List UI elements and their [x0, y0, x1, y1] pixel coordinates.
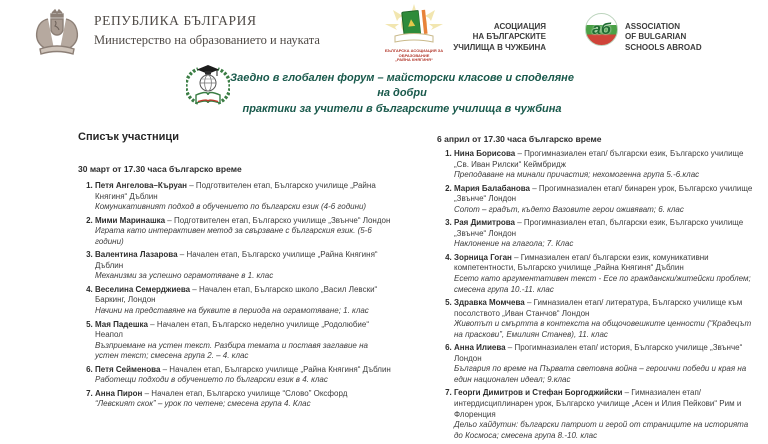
participant-item [95, 320, 391, 362]
association-bg-line1: АСОЦИАЦИЯ [493, 22, 546, 31]
participants-list-title: Списък участници [78, 131, 179, 143]
dublin-association-logo [379, 4, 449, 63]
participant-role: – Начален етап, Българско училище „Райна Княгиня“ Дъблин [160, 364, 391, 374]
participant-item [95, 181, 391, 213]
participant-topic: Животът и смъртта в контекста на общочовешките ценности (“Крадецът на праскови”, Емилиян Станев), 11. клас [454, 319, 752, 339]
participant-topic: Комуникативният подход в обучението по български език (4-6 години) [95, 202, 367, 212]
participants-column-march [78, 131, 391, 413]
participant-role: – Прогимназиален етап/ бинарен урок, Българско училище „Звънче“ Лондон [454, 183, 753, 204]
participant-role: – Подготвителен етап, Българско училище „Райна Княгиня“ Дъблин [95, 181, 376, 201]
participant-name: Нина Борисова [454, 149, 516, 158]
participant-name: Мая Падешка [95, 319, 148, 329]
participant-topic: Наклонение на глагола; 7. Клас [454, 239, 574, 249]
forum-title [226, 71, 578, 117]
participant-role: – Подготвителен етап, Българско училище „Звънче“ Лондон [165, 215, 391, 225]
participant-name: Веселина Семерджиева [95, 284, 191, 294]
participant-topic: Дельо хайдутин: български патриот и герой от страниците на историята до Космоса; смесена група 8.-10. клас [454, 420, 749, 440]
participant-item [454, 184, 757, 216]
participant-name: Георги Димитров и Стефан Боргоджийски [454, 388, 623, 398]
participant-list-march-30 [78, 181, 391, 410]
participant-role: – Начален етап, Българско училище „Райна Княгиня“ Дъблин [95, 250, 378, 270]
sun-book-icon [381, 4, 447, 44]
participant-name: Рая Димитрова [454, 218, 515, 228]
participant-topic: Възприемане на устен текст. Разбира темата и поставя заглавие на устен текст; смесена група 2. – 4. клас [95, 340, 368, 361]
participant-item [454, 388, 757, 441]
participant-role: – Гимназиален етап/ интердисциплинарен урок, Българско училище „Асен и Илия Пейкови“ Рим и Флоренция [454, 388, 742, 419]
participant-list-april-6 [437, 149, 757, 441]
participant-topic: Механизми за успешно ограмотяване в 1. клас [95, 271, 274, 281]
association-bg-line2: НА БЪЛГАРСКИТЕ [472, 32, 546, 42]
association-en-line1: ASSOCIATION [625, 22, 680, 31]
dublin-logo-caption-line1: БЪЛГАРСКА АСОЦИАЦИЯ ЗА ОБРАЗОВАНИЕ [384, 48, 444, 58]
participant-item [95, 285, 391, 317]
participant-name: Петя Сейменова [95, 364, 161, 374]
forum-title-line2: практики за учители в българските училища в чужбина [242, 102, 562, 115]
participant-item [454, 253, 757, 295]
association-en-line3: SCHOOLS ABROAD [625, 42, 702, 52]
participant-role: – Прогимназиален етап/ български език, Българско училище „Св. Иван Рилски“ Кеймбридж [454, 149, 744, 169]
participant-item [454, 218, 757, 250]
participant-name: Мария Балабанова [454, 183, 531, 193]
forum-wreath-logo-icon [186, 62, 230, 113]
association-bg-line3: УЧИЛИЩА В ЧУЖБИНА [453, 42, 546, 52]
participant-item [95, 389, 391, 410]
participant-item [454, 298, 757, 340]
participant-item [454, 343, 757, 385]
session-1-heading: 30 март от 17.30 часа българско време [78, 164, 242, 174]
participant-name: Петя Ангелова–Къруан [95, 181, 187, 190]
absa-logo-letters: аб [592, 20, 611, 38]
participant-topic: Работещи подходи в обучението по български език в 4. клас [95, 375, 328, 385]
participant-name: Анна Илиева [454, 343, 506, 353]
republic-title: РЕПУБЛИКА БЪЛГАРИЯ [94, 13, 257, 28]
participant-topic: България по време на Първата световна война – героични победи и края на един национален идеал; 9.клас [454, 364, 747, 384]
participant-name: Валентина Лазарова [95, 250, 178, 260]
participant-role: – Начален етап, Българско училище “Слово” Оксфорд [142, 388, 348, 398]
forum-title-line1: Заедно в глобален форум – майсторски класове и споделяне на добри [230, 72, 574, 100]
participants-column-april [437, 134, 757, 444]
participant-role: – Прогимназиален етап/ история, Българско училище „Звънче“ Лондон [454, 343, 743, 363]
participant-topic: Сопот – градът, където Вазовите герои оживяват; 6. клас [454, 204, 684, 214]
ministry-header [94, 13, 320, 48]
participant-item [95, 365, 391, 386]
participant-role: – Начален етап, Българско школо „Васил Левски“ Баркинг, Лондон [95, 284, 378, 305]
association-en-line2: OF BULGARIAN [625, 32, 687, 42]
participant-item [95, 250, 391, 282]
participant-name: Мими Маринашка [95, 215, 166, 225]
participant-role: – Прогимназиален етап, български език, Българско училище „Звънче“ Лондон [454, 218, 744, 238]
participant-role: – Гимназиален етап/ литература, Българско училище към посолството „Иван Станчов“ Лондон [454, 298, 743, 318]
dublin-logo-caption-line2: „РАЙНА КНЯГИНЯ“ [394, 57, 434, 62]
association-en-name [625, 22, 725, 53]
participant-topic: Есето като аргументативен текст - Есе по граждански/житейски проблем; смесена група 10.-11. клас [454, 274, 751, 294]
participant-item [454, 149, 757, 181]
participant-role: – Начален етап, Българско неделно училище „Родолюбие“ Неапол [95, 319, 370, 340]
participant-item [95, 216, 391, 248]
absa-logo-icon [585, 13, 618, 46]
association-bg-name [446, 22, 546, 53]
session-2-heading: 6 април от 17.30 часа българско време [437, 134, 602, 144]
ministry-title: Министерство на образованието и науката [94, 33, 320, 47]
participant-topic: Играта като интерактивен метод за свързване с българския език. (5-6 години) [95, 226, 372, 246]
participant-name: Здравка Момчева [454, 298, 525, 308]
participant-topic: Начини на представяне на буквите в периода на ограмотяване; 1. клас [95, 306, 369, 316]
participant-name: Зорница Гоган [454, 252, 512, 262]
bulgaria-coat-of-arms-icon [28, 7, 86, 62]
participant-name: Анна Пирон [95, 388, 143, 398]
participant-topic: Преподаване на минали причастия; нехомогенна група 5.-6.клас [454, 170, 700, 180]
participant-topic: “Левският скок” – урок по четене; смесена група 4. Клас [95, 399, 311, 409]
participant-role: – Гимназиален етап/ български език, комуникативни компетентности, Българско училище „Райна Княгиня“ Дъблин [454, 252, 709, 273]
